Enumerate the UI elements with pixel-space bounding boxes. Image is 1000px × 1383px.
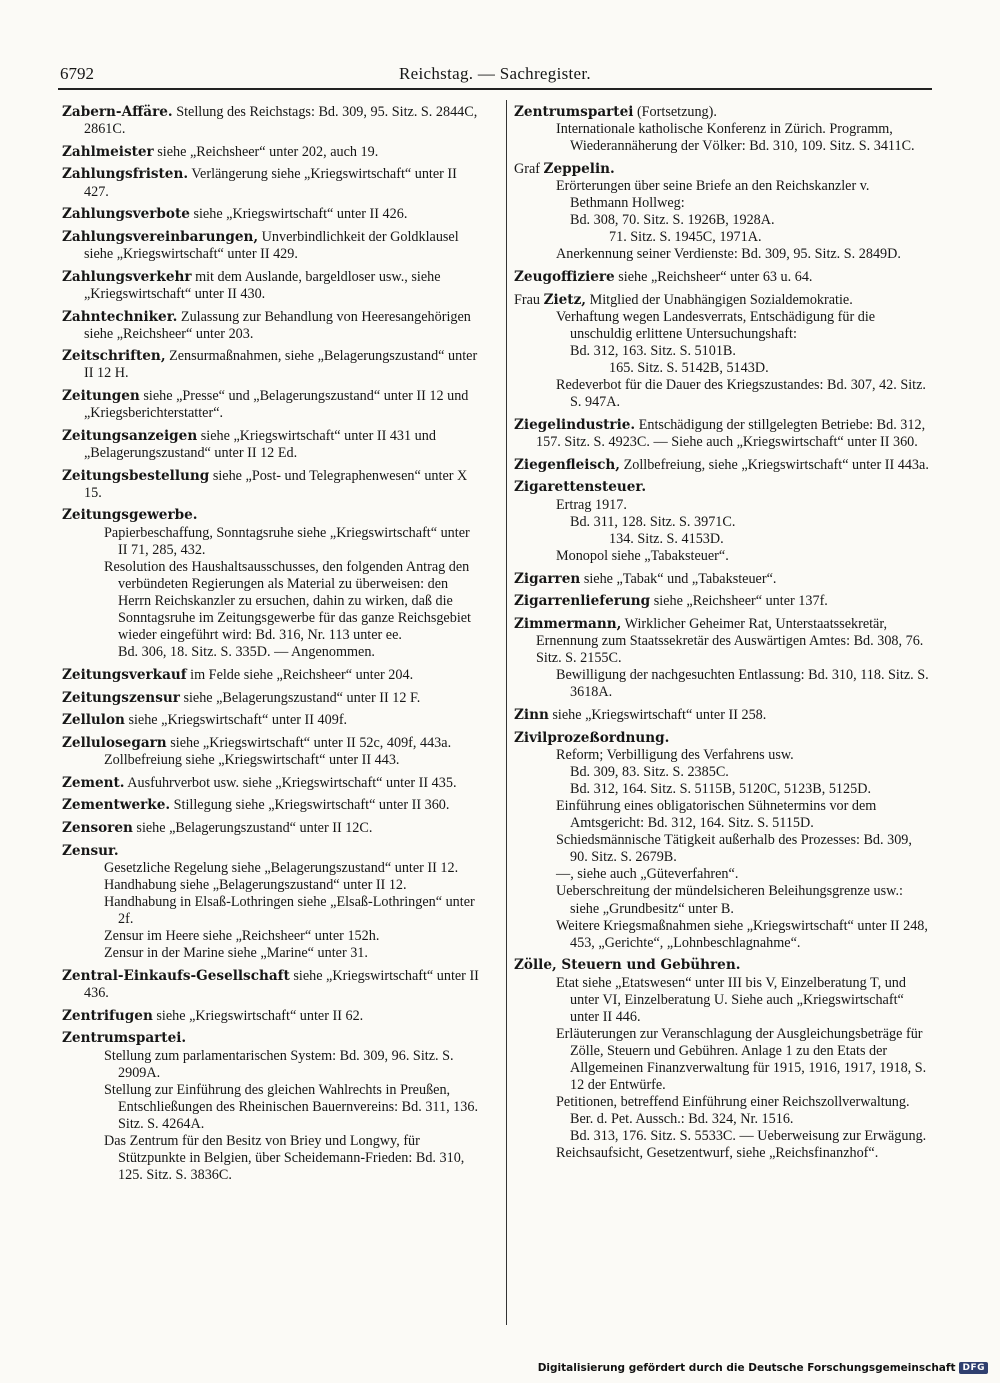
entry-heading: Zahlmeister xyxy=(62,143,154,160)
index-entry xyxy=(62,820,479,837)
entry-sub-line: Papierbeschaffung, Sonntagsruhe siehe „Kriegswirtschaft“ unter II 71, 285, 432. xyxy=(104,524,470,558)
entry-text: (Fortsetzung). xyxy=(636,104,717,120)
index-entry xyxy=(62,206,479,223)
entry-text: siehe „Belagerungszustand“ unter II 12C. xyxy=(136,820,373,837)
index-entry xyxy=(514,161,931,264)
index-entry xyxy=(62,229,479,263)
entry-text: Zulassung zur Behandlung von Heeresangehörigen siehe „Reichsheer“ unter 203. xyxy=(84,308,471,342)
index-entry xyxy=(62,144,479,161)
index-entry xyxy=(62,468,479,502)
entry-sub-line: Bd. 309, 83. Sitz. S. 2385C. xyxy=(570,763,729,780)
index-entry xyxy=(62,712,479,729)
entry-heading: Zentrumspartei xyxy=(514,104,634,120)
index-entry xyxy=(514,593,931,610)
entry-sub-line: Schiedsmännische Tätigkeit außerhalb des Prozesses: Bd. 309, 90. Sitz. S. 2679B. xyxy=(556,832,912,866)
entry-text: Wirklicher Geheimer Rat, Unterstaatssekretär, Ernennung zum Staatssekretär des Auswärtigen Amtes: Bd. 308, 76. Sitz. S. 2155C. xyxy=(536,615,924,667)
entry-prefix: Graf xyxy=(514,160,540,177)
entry-sub-line: Bd. 312, 163. Sitz. S. 5101B. xyxy=(570,343,736,359)
entry-sub-line: Verhaftung wegen Landesverrats, Entschädigung für die unschuldig erlittene Untersuchungshaft: xyxy=(556,308,876,342)
entry-sub-line: Ber. d. Pet. Aussch.: Bd. 324, Nr. 1516. xyxy=(570,1111,794,1128)
entry-text: siehe „Presse“ und „Belagerungszustand“ unter II 12 und „Kriegsberichterstatter“. xyxy=(84,388,469,422)
index-entry xyxy=(62,775,479,792)
entry-text: Stillegung siehe „Kriegswirtschaft“ unter II 360. xyxy=(173,797,450,814)
entry-heading: Zölle, Steuern und Gebühren. xyxy=(514,957,741,974)
entry-sub-line: Bd. 312, 164. Sitz. S. 5115B, 5120C, 5123B, 5125D. xyxy=(570,780,871,797)
entry-sub-line: Zollbefreiung siehe „Kriegswirtschaft“ unter II 443. xyxy=(104,752,400,768)
entry-sub-line: Bd. 306, 18. Sitz. S. 335D. — Angenommen. xyxy=(118,644,375,661)
index-entry xyxy=(62,166,479,200)
entry-sub-line: 71. Sitz. S. 1945C, 1971A. xyxy=(609,229,762,246)
entry-heading: Zimmermann, xyxy=(514,615,622,632)
entry-heading: Zeitungsgewerbe. xyxy=(62,507,198,524)
entry-text: Ausfuhrverbot usw. siehe „Kriegswirtschaft“ unter II 435. xyxy=(127,774,457,791)
entry-sub-line: Stellung zum parlamentarischen System: Bd. 309, 96. Sitz. S. 2909A. xyxy=(104,1047,454,1081)
entry-heading: Zementwerke. xyxy=(62,797,171,814)
entry-heading: Zigarren xyxy=(514,570,581,587)
entry-heading: Zentrumspartei. xyxy=(62,1030,187,1047)
entry-text: siehe „Kriegswirtschaft“ unter II 409f. xyxy=(128,712,348,729)
entry-sub-line: Internationale katholische Konferenz in Zürich. Programm, Wiederannäherung der Völker: Bd. 310, 109. Sitz. S. 3411C. xyxy=(556,121,915,155)
entry-heading: Zentrifugen xyxy=(62,1007,153,1024)
entry-text: siehe „Kriegswirtschaft“ unter II 431 und „Belagerungszustand“ unter II 12 Ed. xyxy=(84,427,436,461)
index-entry xyxy=(514,104,931,155)
entry-sub-line: Reichsaufsicht, Gesetzentwurf, siehe „Reichsfinanzhof“. xyxy=(556,1145,879,1162)
entry-heading: Zahlungsverbote xyxy=(62,206,190,223)
entry-sub-line: Etat siehe „Etatswesen“ unter III bis V, Einzelberatung T, und unter VI, Einzelberatung U. Siehe auch „Kriegswirtschaft“ unter II 446. xyxy=(556,974,906,1025)
entry-heading: Zeitungszensur xyxy=(62,689,180,706)
entry-heading: Zeitschriften, xyxy=(62,348,166,365)
entry-heading: Zellulosegarn xyxy=(62,734,167,751)
index-entry xyxy=(514,457,931,474)
index-entry xyxy=(62,1008,479,1025)
entry-sub-line: Erörterungen über seine Briefe an den Reichskanzler v. Bethmann Hollweg: xyxy=(556,177,870,212)
entry-sub-line: Petitionen, betreffend Einführung einer Reichszollverwaltung. xyxy=(556,1094,910,1111)
entry-sub-line: Einführung eines obligatorischen Sühnetermins vor dem Amtsgericht: Bd. 312, 164. Sitz. S. 5115D. xyxy=(556,798,877,832)
index-entry xyxy=(62,269,479,303)
entry-sub-line: Gesetzliche Regelung siehe „Belagerungszustand“ unter II 12. xyxy=(104,859,459,876)
entry-heading: Zement. xyxy=(62,774,125,791)
entry-text: siehe „Kriegswirtschaft“ unter II 436. xyxy=(84,968,479,1002)
index-entry xyxy=(62,735,479,769)
footer-text: Digitalisierung gefördert durch die Deutsche Forschungsgemeinschaft xyxy=(537,1362,956,1374)
index-entry xyxy=(514,957,931,1162)
footer xyxy=(538,1359,988,1377)
page-number: 6792 xyxy=(60,64,94,83)
entry-sub-line: Monopol siehe „Tabaksteuer“. xyxy=(556,547,729,564)
entry-text: Mitglied der Unabhängigen Sozialdemokratie. xyxy=(589,291,853,308)
index-entry xyxy=(514,707,931,724)
entry-text: siehe „Belagerungszustand“ unter II 12 F. xyxy=(183,689,421,706)
entry-sub-line: Anerkennung seiner Verdienste: Bd. 309, 95. Sitz. S. 2849D. xyxy=(556,246,901,263)
entry-text: siehe „Kriegswirtschaft“ unter II 52c, 409f, 443a. xyxy=(170,734,452,751)
entry-text: siehe „Kriegswirtschaft“ unter II 258. xyxy=(552,706,767,723)
entry-heading: Zivilprozeßordnung. xyxy=(514,729,670,746)
column-divider xyxy=(506,100,507,1325)
entry-sub-line: Zensur in der Marine siehe „Marine“ unter 31. xyxy=(104,945,368,962)
page-header xyxy=(58,62,932,90)
entry-sub-line: Weitere Kriegsmaßnahmen siehe „Kriegswirtschaft“ unter II 248, 453, „Gerichte“, „Lohnbeschlagnahme“. xyxy=(556,917,928,951)
entry-sub-line: 134. Sitz. S. 4153D. xyxy=(609,530,724,547)
index-entry xyxy=(514,269,931,286)
entry-sub-line: Handhabung in Elsaß-Lothringen siehe „Elsaß-Lothringen“ unter 2f. xyxy=(104,894,475,928)
entry-sub-line: Resolution des Haushaltsausschusses, den folgenden Antrag den verbündeten Regierungen als Material zu überweisen: den Herrn Reichskanzler zu ersuchen, dahin zu wirken, daß die Sonntagsruhe im Zeitungsgewerbe für das ganze Reichsgebiet wieder eingeführt wird: Bd. 316, Nr. 113 unter ee. xyxy=(104,558,472,644)
index-entry xyxy=(62,968,479,1002)
entry-text: siehe „Reichsheer“ unter 137f. xyxy=(653,593,828,610)
entry-heading: Zigarettensteuer. xyxy=(514,479,647,496)
entry-heading: Zinn xyxy=(514,706,549,723)
index-entry xyxy=(514,417,931,451)
entry-heading: Zeitungsbestellung xyxy=(62,467,210,484)
entry-text: siehe „Post- und Telegraphenwesen“ unter X 15. xyxy=(84,467,468,501)
index-entry xyxy=(514,616,931,701)
index-entry xyxy=(62,104,479,138)
entry-text: siehe „Tabak“ und „Tabaksteuer“. xyxy=(583,570,777,587)
entry-sub-line: Das Zentrum für den Besitz von Briey und Longwy, für Stützpunkte in Belgien, über Scheidemann-Frieden: Bd. 310, 125. Sitz. S. 3836C. xyxy=(104,1133,465,1184)
left-column xyxy=(62,104,479,1190)
entry-sub-line: Bd. 311, 128. Sitz. S. 3971C. xyxy=(570,513,736,530)
entry-sub-line: Bd. 308, 70. Sitz. S. 1926B, 1928A. xyxy=(570,212,775,229)
index-entry xyxy=(62,348,479,382)
entry-text: mit dem Auslande, bargeldloser usw., siehe „Kriegswirtschaft“ unter II 430. xyxy=(84,268,441,302)
entry-text: siehe „Reichsheer“ unter 63 u. 64. xyxy=(618,269,813,286)
index-entry xyxy=(62,797,479,814)
entry-heading: Zahlungsverkehr xyxy=(62,268,192,285)
index-entry xyxy=(62,428,479,462)
entry-text: Entschädigung der stillgelegten Betriebe: Bd. 312, 157. Sitz. S. 4923C. — Siehe auch „Kriegswirtschaft“ unter II 360. xyxy=(536,416,926,451)
entry-text: siehe „Kriegswirtschaft“ unter II 426. xyxy=(193,206,408,223)
page-title: Reichstag. — Sachregister. xyxy=(399,64,591,83)
entry-sub-line: —, siehe auch „Güteverfahren“. xyxy=(556,866,739,883)
entry-text: Zollbefreiung, siehe „Kriegswirtschaft“ unter II 443a. xyxy=(623,456,929,473)
dfg-logo: DFG xyxy=(959,1362,988,1374)
entry-text: Verlängerung siehe „Kriegswirtschaft“ unter II 427. xyxy=(84,166,457,200)
entry-sub-line: Erläuterungen zur Veranschlagung der Ausgleichungsbeträge für Zölle, Steuern und Gebühren. Anlage 1 zu den Etats der Allgemeinen Finanzverwaltung für 1915, 1916, 1917, 1918, S. 12 der Entwürfe. xyxy=(556,1025,927,1094)
entry-sub-line: Bd. 313, 176. Sitz. S. 5533C. — Ueberweisung zur Erwägung. xyxy=(570,1128,927,1145)
entry-heading: Zentral-Einkaufs-Gesellschaft xyxy=(62,968,290,984)
entry-text: im Felde siehe „Reichsheer“ unter 204. xyxy=(190,666,414,683)
entry-text: siehe „Kriegswirtschaft“ unter II 62. xyxy=(156,1007,364,1024)
entry-heading: Zeitungen xyxy=(62,388,140,405)
entry-prefix: Frau xyxy=(514,291,541,308)
entry-heading: Zellulon xyxy=(62,712,125,729)
entry-heading: Zahlungsvereinbarungen, xyxy=(62,228,259,245)
index-entry xyxy=(62,1030,479,1184)
index-entry xyxy=(62,388,479,422)
entry-heading: Zensur. xyxy=(62,842,119,859)
entry-heading: Zeitungsanzeigen xyxy=(62,427,198,444)
entry-heading: Ziegenfleisch, xyxy=(514,456,621,473)
right-column xyxy=(514,104,931,1168)
entry-sub-line: Ueberschreitung der mündelsicheren Beleihungsgrenze usw.: siehe „Grundbesitz“ unter B. xyxy=(556,883,903,917)
entry-sub-line: Stellung zur Einführung des gleichen Wahlrechts in Preußen, Entschließungen des Rheinischen Bauernvereins: Bd. 311, 136. Sitz. S. 4264A. xyxy=(104,1081,479,1132)
entry-heading: Zietz, xyxy=(543,291,587,308)
entry-heading: Zigarrenlieferung xyxy=(514,593,651,610)
entry-heading: Zahntechniker. xyxy=(62,308,178,325)
index-entry xyxy=(62,507,479,661)
entry-heading: Zeugoffiziere xyxy=(514,269,615,286)
entry-heading: Zensoren xyxy=(62,820,133,837)
entry-text: siehe „Reichsheer“ unter 202, auch 19. xyxy=(157,143,379,160)
entry-heading: Zahlungsfristen. xyxy=(62,166,189,183)
entry-text: Unverbindlichkeit der Goldklausel siehe „Kriegswirtschaft“ unter II 429. xyxy=(84,228,459,263)
entry-sub-line: Redeverbot für die Dauer des Kriegszustandes: Bd. 307, 42. Sitz. S. 947A. xyxy=(556,377,926,411)
entry-text: Stellung des Reichstags: Bd. 309, 95. Sitz. S. 2844C, 2861C. xyxy=(84,104,478,138)
entry-heading: Ziegelindustrie. xyxy=(514,416,636,433)
entry-sub-line: Handhabung siehe „Belagerungszustand“ unter II 12. xyxy=(104,876,407,893)
entry-sub-line: Reform; Verbilligung des Verfahrens usw. xyxy=(556,746,794,763)
entry-heading: Zabern-Affäre. xyxy=(62,104,173,120)
index-entry xyxy=(62,843,479,963)
entry-text: Zensurmaßnahmen, siehe „Belagerungszustand“ unter II 12 H. xyxy=(84,348,478,382)
index-entry xyxy=(62,690,479,707)
entry-sub-line: Bewilligung der nachgesuchten Entlassung: Bd. 310, 118. Sitz. S. 3618A. xyxy=(556,667,929,701)
entry-heading: Zeitungsverkauf xyxy=(62,666,187,683)
index-entry xyxy=(62,309,479,343)
index-entry xyxy=(514,730,931,952)
entry-sub-line: Zensur im Heere siehe „Reichsheer“ unter 152h. xyxy=(104,928,380,945)
index-entry xyxy=(514,571,931,588)
index-entry xyxy=(514,292,931,412)
entry-sub-line: Ertrag 1917. xyxy=(556,496,627,513)
entry-sub-line: 165. Sitz. S. 5142B, 5143D. xyxy=(609,360,769,377)
index-entry xyxy=(514,479,931,564)
index-entry xyxy=(62,667,479,684)
entry-heading: Zeppelin. xyxy=(543,160,615,177)
